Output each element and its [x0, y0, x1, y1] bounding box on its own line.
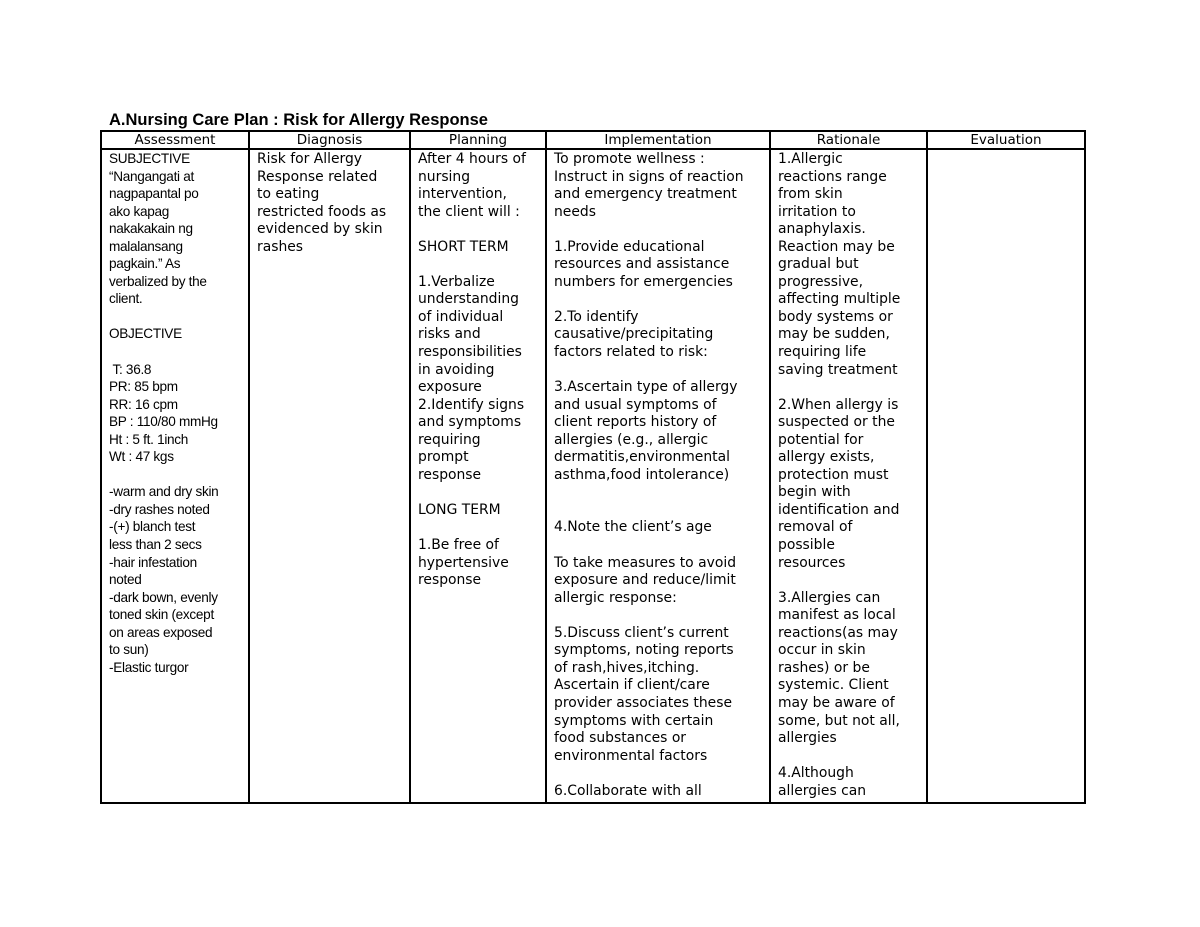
planning-text: After 4 hours of nursing intervention, the client will : SHORT TERM 1.Verbalize understanding of individual risks and responsibilities in avoiding exposure 2.Identify signs and symptoms requiring prompt response LONG TERM 1.Be free of hypertensive response — [418, 151, 526, 589]
rationale-cell — [770, 149, 927, 803]
header-evaluation: Evaluation — [927, 131, 1085, 149]
table-row — [101, 149, 1085, 803]
diagnosis-text: Risk for Allergy Response related to eating restricted foods as evidenced by skin rashes — [257, 151, 387, 255]
table-header-row — [101, 131, 1085, 149]
implementation-cell — [546, 149, 770, 803]
page-title: A.Nursing Care Plan : Risk for Allergy Response — [109, 111, 488, 129]
header-planning: Planning — [410, 131, 546, 149]
implementation-text: To promote wellness : Instruct in signs of reaction and emergency treatment needs 1.Provide educational resources and assistance numbers for emergencies 2.To identify causative/precipitating factors related to risk: 3.Ascertain type of allergy and usual symptoms of client reports history of allergies (e.g., allergic dermatitis,environmental asthma,food intolerance) 4.Note the client’s age To take measures to avoid exposure and reduce/limit allergic response: 5.Discuss client’s current symptoms, noting reports of rash,hives,itching. Ascertain if client/care provider associates these symptoms with certain food substances or environmental factors 6.Collaborate with all — [554, 151, 744, 799]
assessment-cell — [101, 149, 249, 803]
planning-cell — [410, 149, 546, 803]
care-plan-table — [100, 130, 1086, 804]
evaluation-cell — [927, 149, 1085, 803]
evaluation-text — [935, 150, 1084, 151]
diagnosis-cell — [249, 149, 410, 803]
assessment-text: SUBJECTIVE “Nangangati at nagpapantal po ako kapag nakakakain ng malalansang pagkain.” As verbalized by the client. OBJECTIVE T: 36.8 PR: 85 bpm RR: 16 cpm BP : 110/80 mmHg Ht : 5 ft. 1inch Wt : 47 kgs -warm and dry skin -dry rashes noted -(+) blanch test less than 2 secs -hair infestation noted -dark bown, evenly toned skin (except on areas exposed to sun) -Elastic turgor — [109, 151, 219, 675]
rationale-text: 1.Allergic reactions range from skin irritation to anaphylaxis. Reaction may be gradual but progressive, affecting multiple body systems or may be sudden, requiring life saving treatment 2.When allergy is suspected or the potential for allergy exists, protection must begin with identification and removal of possible resources 3.Allergies can manifest as local reactions(as may occur in skin rashes) or be systemic. Client may be aware of some, but not all, allergies 4.Although allergies can — [778, 151, 901, 799]
header-assessment: Assessment — [101, 131, 249, 149]
header-implementation: Implementation — [546, 131, 770, 149]
header-rationale: Rationale — [770, 131, 927, 149]
header-diagnosis: Diagnosis — [249, 131, 410, 149]
